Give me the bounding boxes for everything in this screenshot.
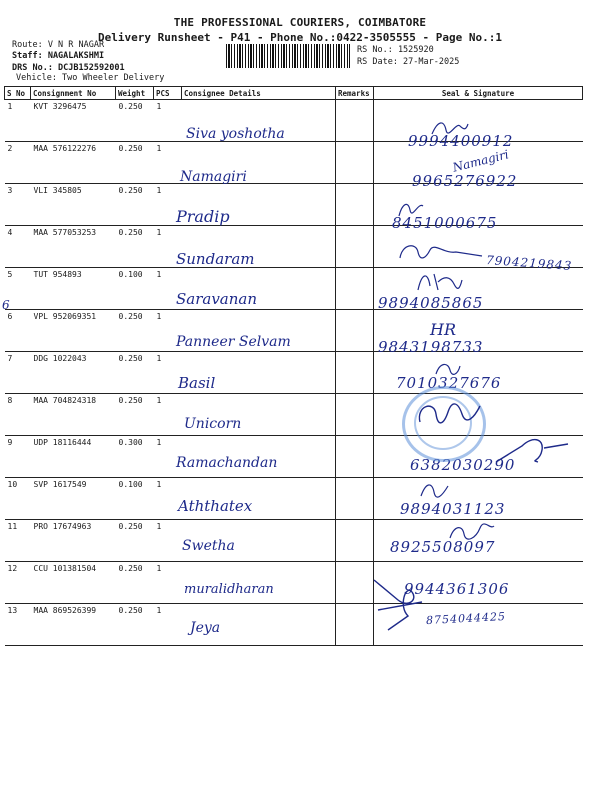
header-signature: Seal & Signature (374, 87, 583, 100)
row-weight: 0.250 (116, 310, 154, 352)
signature (446, 520, 496, 542)
handwritten-name: Sundaram (176, 250, 255, 268)
row-consignment-no: MAA 869526399 (31, 604, 116, 646)
row-pcs: 1 (154, 436, 182, 478)
signature (396, 238, 486, 266)
document-title: THE PROFESSIONAL COURIERS, COIMBATORE (173, 16, 427, 29)
row-sno: 13 (5, 604, 31, 646)
row-weight: 0.100 (116, 268, 154, 310)
document-subtitle: Delivery Runsheet - P41 - Phone No.:0422-3505555 - Page No.:1 (98, 31, 502, 44)
row-weight: 0.100 (116, 478, 154, 520)
margin-mark: 6 (2, 298, 10, 312)
row-weight: 0.250 (116, 142, 154, 184)
row-remarks (336, 142, 374, 184)
row-pcs: 1 (154, 226, 182, 268)
table-row (5, 310, 583, 352)
row-weight: 0.250 (116, 394, 154, 436)
row-sno: 3 (5, 184, 31, 226)
drs-label: DRS No.: DCJB152592001 (12, 63, 125, 73)
table-header-row (5, 87, 583, 100)
header-sno: S No (5, 87, 31, 100)
row-consignment-no: MAA 704824318 (31, 394, 116, 436)
handwritten-name: Basil (178, 374, 216, 392)
row-consignment-no: PRO 17674963 (31, 520, 116, 562)
row-pcs: 1 (154, 142, 182, 184)
rs-date: RS Date: 27-Mar-2025 (357, 57, 460, 67)
row-consignment-no: VPL 952069351 (31, 310, 116, 352)
row-pcs: 1 (154, 268, 182, 310)
row-weight: 0.250 (116, 184, 154, 226)
table-row (5, 268, 583, 310)
barcode (226, 44, 350, 68)
row-pcs: 1 (154, 184, 182, 226)
handwritten-phone: 9843198733 (378, 338, 484, 356)
route-label: Route: V N R NAGAR (12, 40, 105, 50)
row-weight: 0.300 (116, 436, 154, 478)
header-remarks: Remarks (336, 87, 374, 100)
signature (368, 570, 428, 636)
row-pcs: 1 (154, 604, 182, 646)
signature (432, 360, 462, 378)
handwritten-phone: 9944361306 (404, 580, 510, 598)
row-sno: 10 (5, 478, 31, 520)
handwritten-phone: 7010327676 (396, 374, 502, 392)
row-weight: 0.250 (116, 520, 154, 562)
row-sno: 8 (5, 394, 31, 436)
row-remarks (336, 394, 374, 436)
handwritten-phone: 8754044425 (425, 609, 507, 628)
handwritten-phone: 8451000675 (392, 214, 498, 232)
row-weight: 0.250 (116, 226, 154, 268)
handwritten-phone: 9994400912 (408, 132, 514, 150)
handwritten-phone: 8925508097 (390, 538, 496, 556)
row-pcs: 1 (154, 394, 182, 436)
row-pcs: 1 (154, 520, 182, 562)
signature (414, 268, 464, 294)
handwritten-name: Ramachandan (176, 455, 278, 471)
row-remarks (336, 184, 374, 226)
row-remarks (336, 268, 374, 310)
row-consignment-no: MAA 576122276 (31, 142, 116, 184)
row-remarks (336, 352, 374, 394)
row-consignment-no: DDG 1022043 (31, 352, 116, 394)
handwritten-name: Pradip (176, 207, 230, 226)
handwritten-note: Namagiri (451, 147, 511, 175)
handwritten-name: muralidharan (184, 582, 274, 597)
staff-label: Staff: NAGALAKSHMI (12, 51, 105, 61)
vehicle-label: Vehicle: Two Wheeler Delivery (16, 73, 165, 83)
row-weight: 0.250 (116, 604, 154, 646)
row-weight: 0.250 (116, 352, 154, 394)
row-pcs: 1 (154, 562, 182, 604)
handwritten-phone: 9894031123 (400, 500, 506, 518)
handwritten-name: Jeya (190, 620, 221, 636)
handwritten-name: Saravanan (176, 290, 258, 308)
header-consignment: Consignment No (31, 87, 116, 100)
handwritten-phone: 6382030290 (410, 456, 516, 474)
row-sno: 9 (5, 436, 31, 478)
signature (492, 432, 572, 468)
row-remarks (336, 478, 374, 520)
row-consignment-no: SVP 1617549 (31, 478, 116, 520)
handwritten-name: Swetha (182, 538, 235, 554)
handwritten-phone: 9965276922 (412, 172, 518, 190)
handwritten-name: Siva yoshotha (186, 126, 285, 142)
header-consignee: Consignee Details (182, 87, 336, 100)
row-sno: 4 (5, 226, 31, 268)
row-consignment-no: TUT 954893 (31, 268, 116, 310)
row-consignment-no: CCU 101381504 (31, 562, 116, 604)
handwritten-name: Namagiri (180, 169, 247, 185)
row-sno: 12 (5, 562, 31, 604)
row-consignment-no: KVT 3296475 (31, 100, 116, 142)
row-weight: 0.250 (116, 562, 154, 604)
header-pcs: PCS (154, 87, 182, 100)
handwritten-phone: 7904219843 (485, 253, 573, 273)
row-sno: 11 (5, 520, 31, 562)
signature (418, 480, 452, 500)
runsheet-table (4, 86, 583, 646)
row-consignment-no: VLI 345805 (31, 184, 116, 226)
row-pcs: 1 (154, 310, 182, 352)
row-pcs: 1 (154, 100, 182, 142)
row-consignment-no: MAA 577053253 (31, 226, 116, 268)
handwritten-name: Unicorn (184, 416, 242, 432)
signature (414, 396, 484, 430)
rs-number: RS No.: 1525920 (357, 45, 434, 55)
row-consignment-no: UDP 18116444 (31, 436, 116, 478)
signature (396, 198, 426, 220)
row-remarks (336, 436, 374, 478)
row-sno: 6 (5, 310, 31, 352)
row-remarks (336, 310, 374, 352)
row-pcs: 1 (154, 478, 182, 520)
row-sno: 7 (5, 352, 31, 394)
handwritten-name: Aththatex (178, 497, 253, 515)
handwritten-phone: 9894085865 (378, 294, 484, 312)
signature (430, 116, 470, 138)
row-remarks (336, 520, 374, 562)
handwritten-name: Panneer Selvam (176, 334, 291, 350)
handwritten-note: HR (430, 320, 456, 339)
row-remarks (336, 100, 374, 142)
row-weight: 0.250 (116, 100, 154, 142)
table-row (5, 394, 583, 436)
row-sno: 1 (5, 100, 31, 142)
row-pcs: 1 (154, 352, 182, 394)
row-sno: 5 (5, 268, 31, 310)
row-remarks (336, 226, 374, 268)
row-sno: 2 (5, 142, 31, 184)
header-weight: Weight (116, 87, 154, 100)
